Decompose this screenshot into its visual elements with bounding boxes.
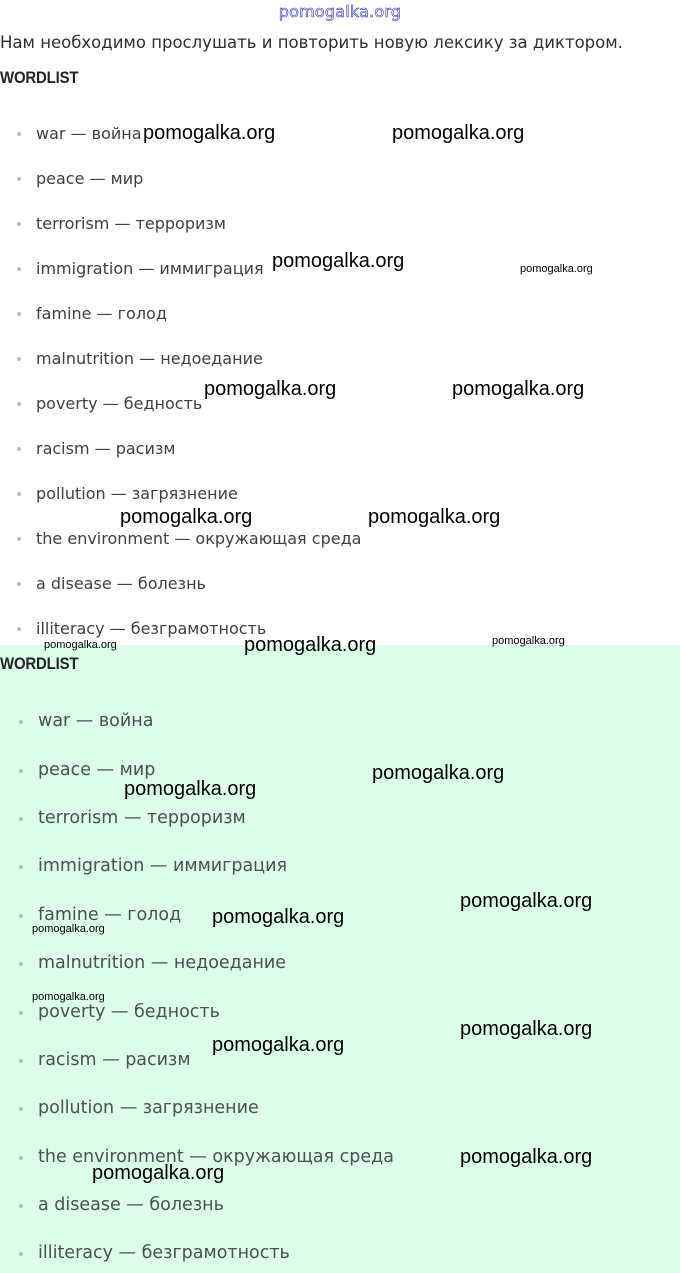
list-item-text: malnutrition — недоедание	[38, 953, 287, 973]
list-item-text: the environment — окружающая среда	[36, 529, 362, 548]
watermark: pomogalka.org	[124, 778, 257, 800]
bullet-icon	[19, 1107, 23, 1111]
list-item-text: famine — голод	[36, 304, 167, 323]
bullet-icon	[19, 720, 23, 724]
bullet-icon	[17, 447, 21, 451]
watermark: pomogalka.org	[368, 506, 501, 528]
bullet-icon	[17, 222, 21, 226]
bullet-icon	[19, 817, 23, 821]
watermark: pomogalka.org	[32, 991, 105, 1003]
list-item-text: a disease — болезнь	[36, 574, 206, 593]
list-item-text: the environment — окружающая среда	[38, 1147, 394, 1167]
bullet-icon	[19, 769, 23, 773]
watermark: pomogalka.org	[204, 378, 337, 400]
watermark: pomogalka.org	[492, 635, 565, 647]
watermark: pomogalka.org	[460, 890, 593, 912]
watermark: pomogalka.org	[92, 1162, 225, 1184]
list-item-text: peace — мир	[36, 169, 144, 188]
list-item-text: war — война	[38, 711, 154, 731]
bullet-icon	[17, 492, 21, 496]
list-item-text: immigration — иммиграция	[38, 856, 287, 876]
watermark: pomogalka.org	[520, 263, 593, 275]
bullet-icon	[17, 537, 21, 541]
bullet-icon	[19, 1156, 23, 1160]
watermark: pomogalka.org	[272, 250, 405, 272]
list-item-text: racism — расизм	[38, 1050, 191, 1070]
list-item-text: terrorism — терроризм	[36, 214, 226, 233]
watermark: pomogalka.org	[460, 1146, 593, 1168]
list-item-text: terrorism — терроризм	[38, 808, 246, 828]
bullet-icon	[17, 312, 21, 316]
list-item-text: pollution — загрязнение	[36, 484, 238, 503]
list-item-text: pollution — загрязнение	[38, 1098, 259, 1118]
list-item-text: immigration — иммиграция	[36, 259, 264, 278]
watermark: pomogalka.org	[212, 906, 345, 928]
list-item-text: war — война	[36, 124, 142, 143]
top-watermark: pomogalka.org	[278, 2, 402, 21]
watermark: pomogalka.org	[32, 923, 105, 935]
bullet-icon	[17, 627, 21, 631]
bullet-icon	[19, 1059, 23, 1063]
watermark: pomogalka.org	[372, 762, 505, 784]
bullet-icon	[19, 1011, 23, 1015]
list-item-text: peace — мир	[38, 760, 156, 780]
watermark: pomogalka.org	[460, 1018, 593, 1040]
watermark: pomogalka.org	[143, 122, 276, 144]
watermark: pomogalka.org	[392, 122, 525, 144]
bullet-icon	[19, 962, 23, 966]
intro-text: Нам необходимо прослушать и повторить новую лексику за диктором.	[0, 33, 623, 52]
watermark: pomogalka.org	[452, 378, 585, 400]
wordlist-heading: WORDLIST	[0, 68, 79, 87]
bullet-icon	[17, 267, 21, 271]
list-item-text: poverty — бедность	[36, 394, 203, 413]
list-item-text: illiteracy — безграмотность	[38, 1243, 290, 1263]
watermark: pomogalka.org	[244, 634, 377, 656]
bullet-icon	[17, 402, 21, 406]
list-item-text: a disease — болезнь	[38, 1195, 224, 1215]
watermark: pomogalka.org	[44, 639, 117, 651]
bullet-icon	[17, 132, 21, 136]
watermark: pomogalka.org	[212, 1034, 345, 1056]
bullet-icon	[17, 357, 21, 361]
list-item-text: famine — голод	[38, 905, 182, 925]
watermark: pomogalka.org	[120, 506, 253, 528]
list-item-text: racism — расизм	[36, 439, 176, 458]
bullet-icon	[17, 177, 21, 181]
list-item-text: poverty — бедность	[38, 1002, 220, 1022]
bullet-icon	[19, 865, 23, 869]
bullet-icon	[19, 1204, 23, 1208]
list-item-text: illiteracy — безграмотность	[36, 619, 267, 638]
bullet-icon	[19, 1252, 23, 1256]
bullet-icon	[19, 914, 23, 918]
bullet-icon	[17, 582, 21, 586]
wordlist-heading: WORDLIST	[0, 654, 79, 673]
list-item-text: malnutrition — недоедание	[36, 349, 263, 368]
